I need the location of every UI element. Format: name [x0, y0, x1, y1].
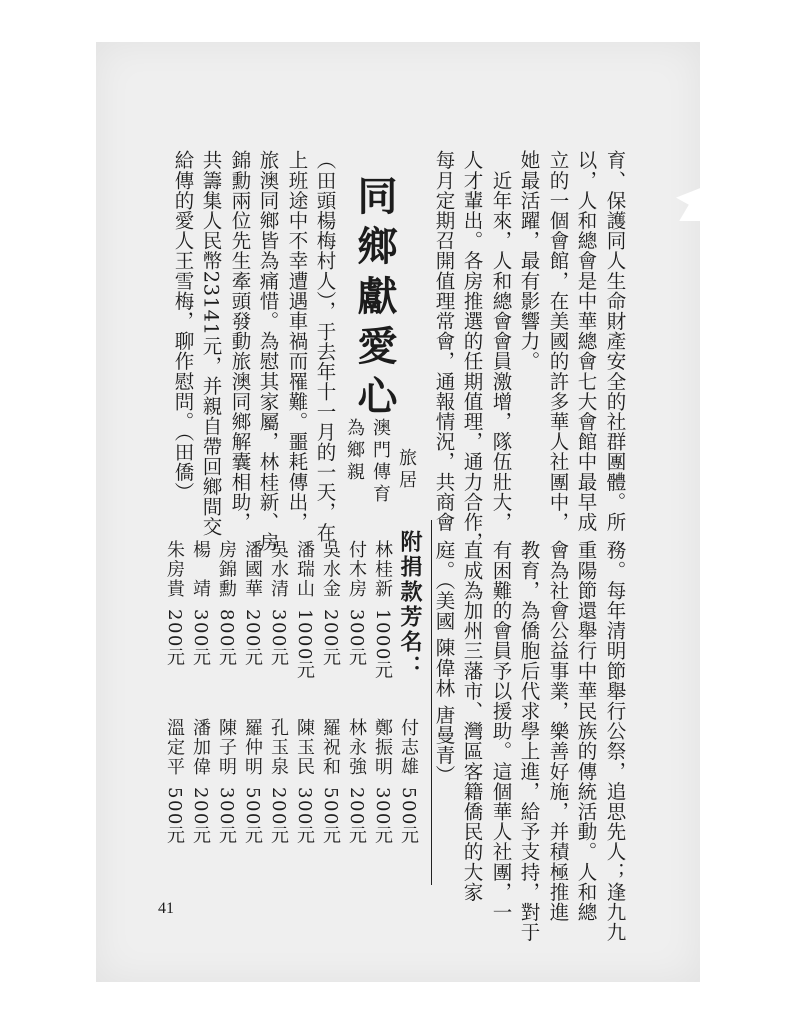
donor-amount: 200元: [346, 786, 367, 845]
donor-amount: 300元: [346, 608, 367, 667]
article1-column: 人才輩出。各房推選的任期值理，通力合作，: [460, 150, 484, 552]
donor-name: 羅仲明: [242, 718, 263, 777]
donor-amount: 300元: [294, 786, 315, 845]
donor-name: 陳子明: [216, 718, 237, 777]
donor-entry: [343, 540, 369, 667]
column-divider: [431, 520, 432, 885]
donor-entry: [291, 540, 317, 680]
donor-amount: 500元: [164, 786, 185, 845]
article1-column: 立的一個會館，在美國的許多華人社團中，: [546, 150, 570, 532]
article1-column: 直成為加州三藩市、灣區客籍僑民的大家: [460, 540, 484, 902]
donor-name: 朱房貴: [164, 540, 185, 599]
donor-name: 林永強: [346, 718, 367, 777]
article2-column: 旅澳同鄉皆為痛惜。為慰其家屬，林桂新、房: [256, 150, 280, 552]
article1-column: 重陽節還舉行中華民族的傳統活動。人和總: [574, 540, 598, 922]
donor-entry: [187, 718, 213, 845]
donor-name: 房錦勳: [216, 540, 237, 599]
article2-column: 給傳的愛人王雪梅，聊作慰問。（田僑）: [171, 150, 195, 503]
donor-amount: 200元: [242, 608, 263, 667]
donor-amount: 300元: [268, 608, 289, 667]
article1-column: 育、保護同人生命財產安全的社群團體。所: [603, 150, 627, 532]
donor-name: 陳玉民: [294, 718, 315, 777]
article1-column: 她最活躍，最有影響力。: [517, 150, 541, 372]
donor-name: 林桂新: [372, 540, 393, 599]
donor-entry: [239, 540, 265, 667]
article1-column: 庭。（美國 陳偉林 唐曼青）: [432, 540, 456, 786]
donor-amount: 500元: [320, 786, 341, 845]
article1-column: 教育，為僑胞后代求學上進，給予支持，對于: [517, 540, 541, 942]
donor-name: 付木房: [346, 540, 367, 599]
donor-entry: [187, 540, 213, 667]
donor-name: 鄭振明: [372, 718, 393, 777]
donor-entry: [343, 718, 369, 845]
donor-amount: 1000元: [294, 608, 315, 680]
article2-column: 錦勳兩位先生牽頭發動旅澳同鄉解囊相助，: [228, 150, 252, 532]
donor-amount: 200元: [164, 608, 185, 667]
donor-amount: 200元: [190, 786, 211, 845]
donor-amount: 200元: [268, 786, 289, 845]
article1-column: 有困難的會員予以援助。這個華人社團，一: [489, 540, 513, 922]
article1-column: 務。每年清明節舉行公祭，追思先人；逢九九: [603, 540, 627, 942]
donor-entry: [265, 718, 291, 845]
donor-entry: [265, 540, 291, 667]
article1-column: 會為社會公益事業，樂善好施，并積極推進: [546, 540, 570, 922]
donor-amount: 300元: [190, 608, 211, 667]
donor-amount: 200元: [320, 608, 341, 667]
article1-column: 每月定期召開值理常會，通報情況，共商會: [432, 150, 456, 532]
donor-amount: 300元: [216, 786, 237, 845]
article2-column: 上班途中不幸遭遇車禍而罹難。噩耗傳出，: [285, 150, 309, 532]
donor-entry: [369, 540, 395, 680]
donor-entry: [213, 540, 239, 667]
donor-amount: 500元: [242, 786, 263, 845]
donor-name: 羅祝和: [320, 718, 341, 777]
donor-name: 吳水清: [268, 540, 289, 599]
donor-name: 潘瑞山: [294, 540, 315, 599]
donor-amount: 1000元: [372, 608, 393, 680]
donor-name: 楊 靖: [190, 540, 211, 599]
donor-entry: [291, 718, 317, 845]
byline-line: 澳門傳育: [370, 418, 391, 506]
donor-entry: [239, 718, 265, 845]
donor-entry: [161, 718, 187, 845]
donor-entry: [369, 718, 395, 845]
byline-line: 旅居: [396, 448, 417, 492]
donor-amount: 800元: [216, 608, 237, 667]
article2-column: （田頭楊梅村人），于去年十一月的一天，在: [313, 150, 337, 543]
donor-name: 潘國華: [242, 540, 263, 599]
byline-line: 為鄉親: [344, 418, 365, 484]
page-number: 41: [158, 900, 174, 917]
donor-name: 吳水金: [320, 540, 341, 599]
article1-column: 近年來，人和總會會員激增，隊伍壯大，: [489, 150, 513, 532]
article2-title: 同鄉獻愛心: [351, 175, 397, 425]
donor-name: 孔玉泉: [268, 718, 289, 777]
donor-entry: [161, 540, 187, 667]
donor-amount: 500元: [398, 786, 419, 845]
donor-entry: [317, 540, 343, 667]
donor-name: 付志雄: [398, 718, 419, 777]
article1-column: 以，人和總會是中華總會七大會館中最早成: [574, 150, 598, 532]
article2-column: 共籌集人民幣23141元，并親自帶回鄉間交: [199, 150, 223, 537]
donor-entry: [213, 718, 239, 845]
donor-list-header: 附捐款芳名：: [397, 530, 422, 680]
donor-entry: [395, 718, 421, 845]
donor-entry: [317, 718, 343, 845]
donor-name: 溫定平: [164, 718, 185, 777]
donor-amount: 300元: [372, 786, 393, 845]
donor-name: 潘加偉: [190, 718, 211, 777]
